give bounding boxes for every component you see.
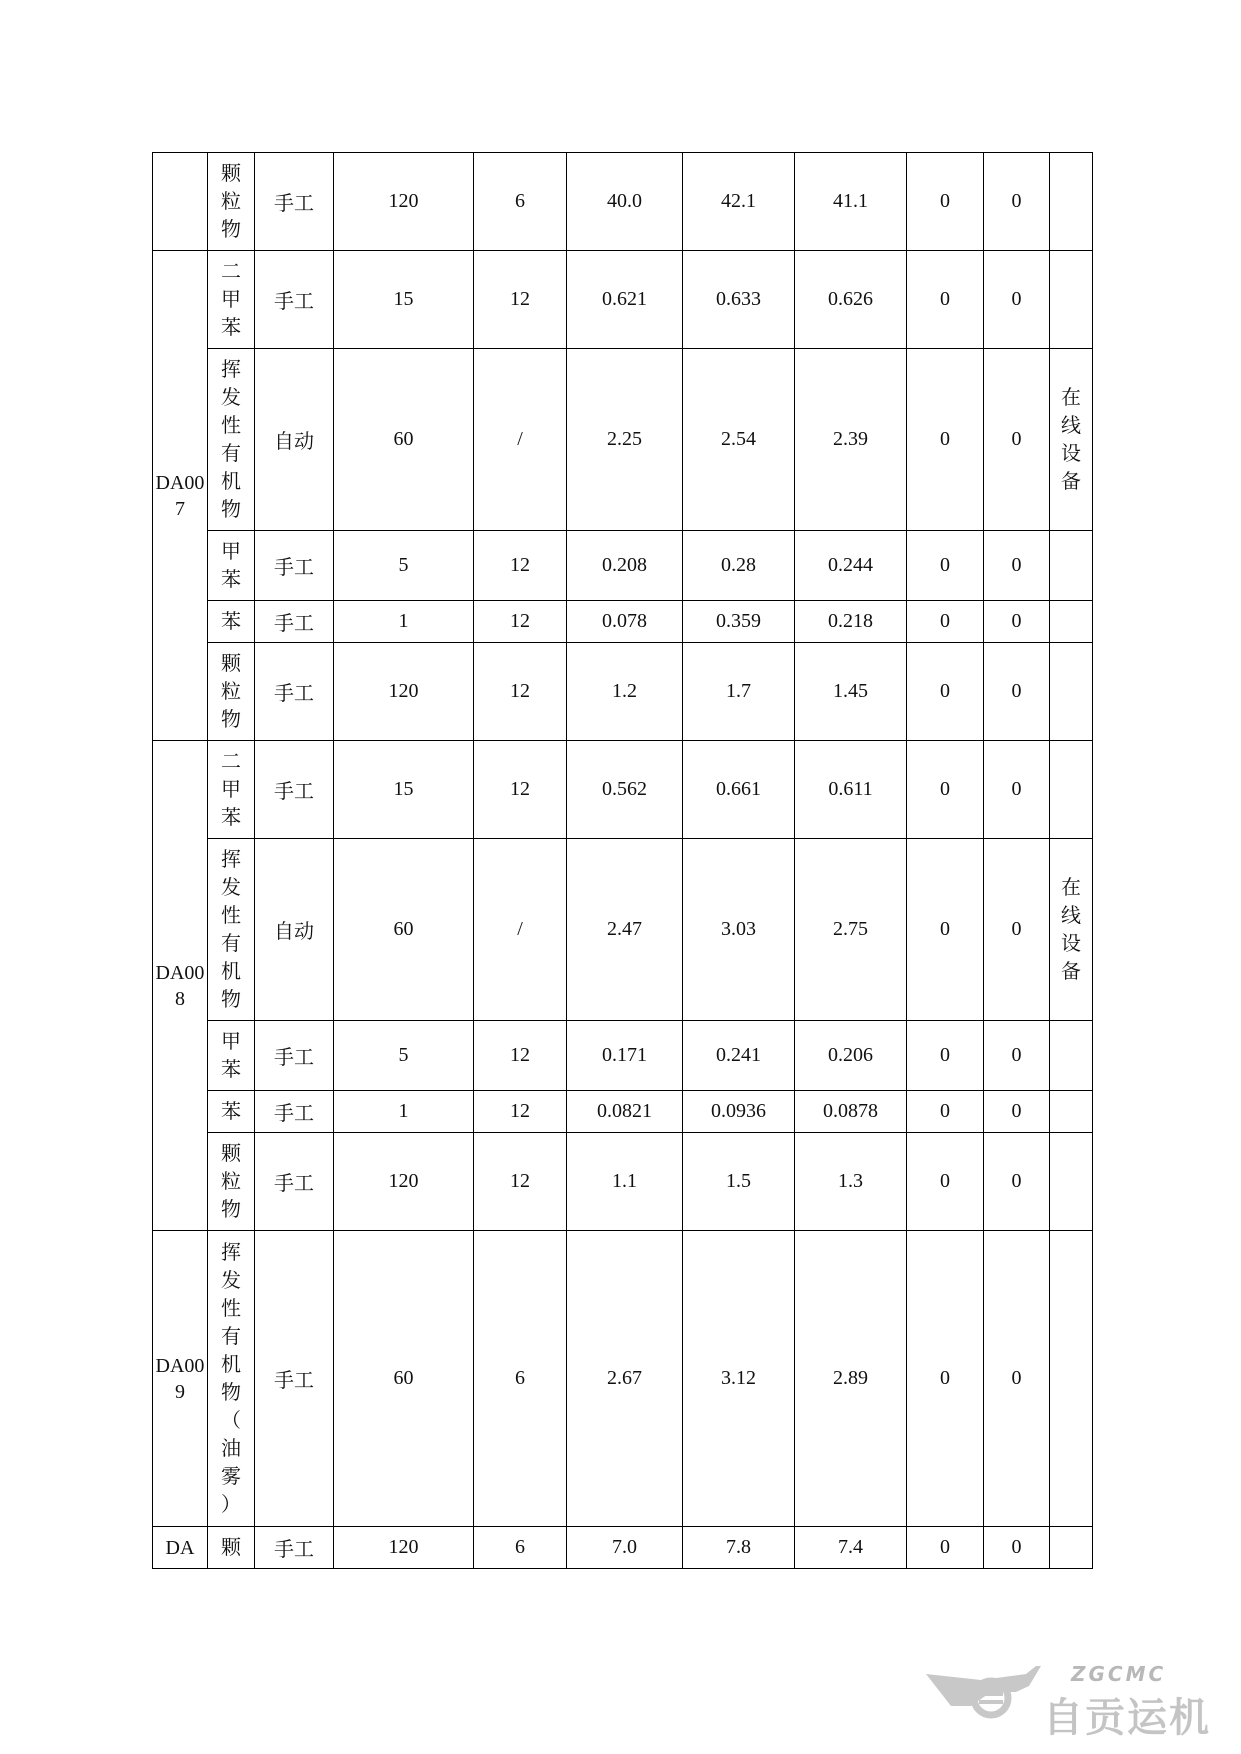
outlet-cell: DA007 (153, 251, 208, 741)
pollutant-cell: 苯 (208, 601, 255, 643)
frequency-cell: 12 (474, 1091, 567, 1133)
avg-cell: 41.1 (795, 153, 907, 251)
note-cell (1050, 1231, 1093, 1527)
table-row (153, 1527, 1093, 1569)
limit-cell: 120 (334, 643, 474, 741)
avg-cell: 0.218 (795, 601, 907, 643)
frequency-cell: 6 (474, 1231, 567, 1527)
note-cell (1050, 741, 1093, 839)
max-cell: 0.0936 (683, 1091, 795, 1133)
note-cell (1050, 1091, 1093, 1133)
note-cell (1050, 531, 1093, 601)
c1-cell: 0 (907, 1133, 984, 1231)
c1-cell: 0 (907, 1091, 984, 1133)
min-cell: 0.171 (567, 1021, 683, 1091)
max-cell: 3.03 (683, 839, 795, 1021)
c2-cell: 0 (984, 643, 1050, 741)
avg-cell: 0.206 (795, 1021, 907, 1091)
avg-cell: 2.89 (795, 1231, 907, 1527)
min-cell: 2.67 (567, 1231, 683, 1527)
method-cell: 手工 (255, 153, 334, 251)
pollutant-cell: 挥 发 性 有 机 物 （ 油 雾 ） (208, 1231, 255, 1527)
frequency-cell: 12 (474, 643, 567, 741)
c1-cell: 0 (907, 741, 984, 839)
max-cell: 0.633 (683, 251, 795, 349)
outlet-cell: DA (153, 1527, 208, 1569)
note-cell: 在 线 设 备 (1050, 839, 1093, 1021)
frequency-cell: 12 (474, 1133, 567, 1231)
max-cell: 42.1 (683, 153, 795, 251)
pollutant-cell: 苯 (208, 1091, 255, 1133)
pollutant-cell: 挥 发 性 有 机 物 (208, 349, 255, 531)
pollutant-cell: 甲 苯 (208, 1021, 255, 1091)
max-cell: 2.54 (683, 349, 795, 531)
min-cell: 0.562 (567, 741, 683, 839)
pollutant-cell: 颗 粒 物 (208, 643, 255, 741)
c1-cell: 0 (907, 153, 984, 251)
avg-cell: 7.4 (795, 1527, 907, 1569)
method-cell: 手工 (255, 1133, 334, 1231)
max-cell: 7.8 (683, 1527, 795, 1569)
frequency-cell: 12 (474, 741, 567, 839)
outlet-cell: DA009 (153, 1231, 208, 1527)
table-row (153, 349, 1093, 531)
c1-cell: 0 (907, 601, 984, 643)
pollutant-cell: 甲 苯 (208, 531, 255, 601)
outlet-cell: DA008 (153, 741, 208, 1231)
pollutant-cell: 挥 发 性 有 机 物 (208, 839, 255, 1021)
frequency-cell: / (474, 839, 567, 1021)
note-cell (1050, 1133, 1093, 1231)
method-cell: 手工 (255, 601, 334, 643)
avg-cell: 2.75 (795, 839, 907, 1021)
c1-cell: 0 (907, 349, 984, 531)
note-cell (1050, 643, 1093, 741)
c1-cell: 0 (907, 1231, 984, 1527)
frequency-cell: 12 (474, 1021, 567, 1091)
frequency-cell: 12 (474, 601, 567, 643)
limit-cell: 120 (334, 1527, 474, 1569)
note-cell (1050, 601, 1093, 643)
min-cell: 0.208 (567, 531, 683, 601)
frequency-cell: / (474, 349, 567, 531)
limit-cell: 1 (334, 601, 474, 643)
pollutant-cell: 颗 粒 物 (208, 1133, 255, 1231)
max-cell: 0.241 (683, 1021, 795, 1091)
note-cell (1050, 1021, 1093, 1091)
method-cell: 手工 (255, 1527, 334, 1569)
pollutant-cell: 颗 粒 物 (208, 153, 255, 251)
note-cell (1050, 251, 1093, 349)
table-row (153, 741, 1093, 839)
limit-cell: 5 (334, 1021, 474, 1091)
table-row (153, 1231, 1093, 1527)
min-cell: 7.0 (567, 1527, 683, 1569)
note-cell (1050, 1527, 1093, 1569)
c2-cell: 0 (984, 531, 1050, 601)
frequency-cell: 6 (474, 1527, 567, 1569)
max-cell: 1.5 (683, 1133, 795, 1231)
c2-cell: 0 (984, 1091, 1050, 1133)
method-cell: 手工 (255, 531, 334, 601)
c1-cell: 0 (907, 251, 984, 349)
min-cell: 2.25 (567, 349, 683, 531)
table-row (153, 643, 1093, 741)
table-row (153, 1091, 1093, 1133)
max-cell: 0.359 (683, 601, 795, 643)
table-row (153, 531, 1093, 601)
method-cell: 自动 (255, 839, 334, 1021)
c2-cell: 0 (984, 153, 1050, 251)
method-cell: 手工 (255, 643, 334, 741)
limit-cell: 15 (334, 251, 474, 349)
limit-cell: 60 (334, 839, 474, 1021)
max-cell: 0.28 (683, 531, 795, 601)
note-cell: 在 线 设 备 (1050, 349, 1093, 531)
method-cell: 手工 (255, 1021, 334, 1091)
c2-cell: 0 (984, 741, 1050, 839)
c2-cell: 0 (984, 251, 1050, 349)
table-row (153, 1133, 1093, 1231)
max-cell: 1.7 (683, 643, 795, 741)
limit-cell: 60 (334, 349, 474, 531)
c1-cell: 0 (907, 839, 984, 1021)
avg-cell: 0.611 (795, 741, 907, 839)
frequency-cell: 6 (474, 153, 567, 251)
table-row (153, 251, 1093, 349)
logo-text-chinese: 自贡运机 (1043, 1695, 1211, 1741)
avg-cell: 0.626 (795, 251, 907, 349)
c2-cell: 0 (984, 1021, 1050, 1091)
pollutant-cell: 二 甲 苯 (208, 741, 255, 839)
c1-cell: 0 (907, 1527, 984, 1569)
limit-cell: 120 (334, 1133, 474, 1231)
pollutant-cell: 颗 (208, 1527, 255, 1569)
min-cell: 0.078 (567, 601, 683, 643)
min-cell: 1.1 (567, 1133, 683, 1231)
table-row (153, 1021, 1093, 1091)
method-cell: 手工 (255, 251, 334, 349)
avg-cell: 0.0878 (795, 1091, 907, 1133)
c2-cell: 0 (984, 1133, 1050, 1231)
table-row (153, 601, 1093, 643)
method-cell: 自动 (255, 349, 334, 531)
outlet-cell (153, 153, 208, 251)
frequency-cell: 12 (474, 251, 567, 349)
c1-cell: 0 (907, 531, 984, 601)
max-cell: 0.661 (683, 741, 795, 839)
c2-cell: 0 (984, 1231, 1050, 1527)
frequency-cell: 12 (474, 531, 567, 601)
table-row (153, 839, 1093, 1021)
min-cell: 2.47 (567, 839, 683, 1021)
limit-cell: 60 (334, 1231, 474, 1527)
limit-cell: 120 (334, 153, 474, 251)
limit-cell: 15 (334, 741, 474, 839)
avg-cell: 1.3 (795, 1133, 907, 1231)
max-cell: 3.12 (683, 1231, 795, 1527)
pollutant-cell: 二 甲 苯 (208, 251, 255, 349)
method-cell: 手工 (255, 1231, 334, 1527)
c2-cell: 0 (984, 601, 1050, 643)
c2-cell: 0 (984, 839, 1050, 1021)
method-cell: 手工 (255, 741, 334, 839)
avg-cell: 2.39 (795, 349, 907, 531)
c2-cell: 0 (984, 1527, 1050, 1569)
logo-text-latin: ZGCMC (1071, 1662, 1167, 1686)
c1-cell: 0 (907, 643, 984, 741)
limit-cell: 5 (334, 531, 474, 601)
min-cell: 40.0 (567, 153, 683, 251)
min-cell: 0.621 (567, 251, 683, 349)
table-row (153, 153, 1093, 251)
limit-cell: 1 (334, 1091, 474, 1133)
min-cell: 1.2 (567, 643, 683, 741)
avg-cell: 0.244 (795, 531, 907, 601)
note-cell (1050, 153, 1093, 251)
min-cell: 0.0821 (567, 1091, 683, 1133)
emissions-table (152, 152, 1093, 1569)
zgcmc-logo (921, 1656, 1221, 1741)
c2-cell: 0 (984, 349, 1050, 531)
c1-cell: 0 (907, 1021, 984, 1091)
method-cell: 手工 (255, 1091, 334, 1133)
avg-cell: 1.45 (795, 643, 907, 741)
